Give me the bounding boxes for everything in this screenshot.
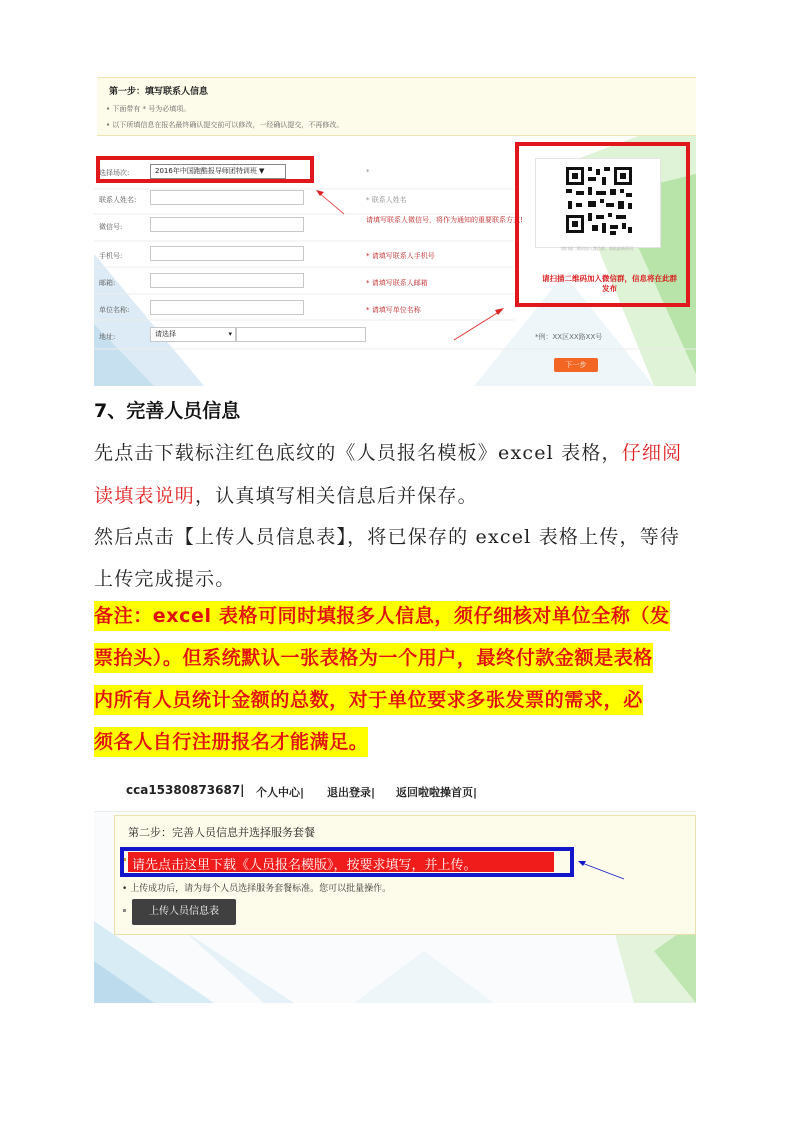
registration-form-screenshot xyxy=(94,74,696,386)
nav-link-logout[interactable]: 退出登录| xyxy=(327,786,376,799)
wechat-input[interactable] xyxy=(150,217,304,232)
section-heading: 7、完善人员信息 xyxy=(94,400,241,422)
field-label-company: 单位名称: xyxy=(99,306,130,314)
upload-button[interactable]: 上传人员信息表 xyxy=(132,899,236,925)
bullet-icon xyxy=(123,909,126,912)
address-input[interactable] xyxy=(236,327,366,342)
note-text: 须各人自行注册报名才能满足。 xyxy=(94,727,368,757)
field-hint: * 联系人姓名 xyxy=(366,196,407,204)
notice-line: • 以下所填信息在报名最终确认提交前可以修改，一经确认提交，不再修改。 xyxy=(106,121,344,129)
field-label-wechat: 微信号: xyxy=(99,223,123,231)
note-line xyxy=(94,681,702,719)
company-input[interactable] xyxy=(150,300,304,315)
address-select-value: 请选择 xyxy=(155,330,176,338)
paragraph-line: 上传完成提示。 xyxy=(94,568,236,590)
paragraph-line: 然后点击【上传人员信息表】，将已保存的 excel 表格上传，等待 xyxy=(94,526,681,548)
session-select[interactable]: 2016年中国跑酷报导师团特训班 ▼ xyxy=(150,164,286,179)
step-title: 第二步：完善人员信息并选择服务套餐 xyxy=(128,826,315,839)
field-hint: * xyxy=(366,168,370,176)
note-line xyxy=(94,639,702,677)
field-hint: * 请填写单位名称 xyxy=(366,306,421,314)
paragraph-red-text: 读填表说明 xyxy=(94,485,196,507)
field-hint: * 请填写联系人邮箱 xyxy=(366,279,428,287)
qr-notice: 请扫描二维码加入微信群，信息将在此群发布 xyxy=(542,274,677,293)
note-text: 备注：excel 表格可同时填报多人信息，须仔细核对单位全称（发 xyxy=(94,601,670,631)
email-input[interactable] xyxy=(150,273,304,288)
note-text: 内所有人员统计金额的总数，对于单位要求多张发票的需求，必 xyxy=(94,685,643,715)
step-title: 第一步：填写联系人信息 xyxy=(109,87,209,97)
paragraph-text: ，认真填写相关信息后并保存。 xyxy=(195,485,478,507)
field-hint: 请填写联系人微信号，将作为通知的重要联系方式! xyxy=(366,216,523,224)
note-text: 票抬头）。但系统默认一张表格为一个用户，最终付款金额是表格 xyxy=(94,643,653,673)
paragraph-line xyxy=(94,481,478,508)
upload-screenshot xyxy=(94,771,696,1003)
contact-name-input[interactable] xyxy=(150,190,304,205)
qr-caption: 请扫描二维码加入微信群，获取最新资讯 xyxy=(561,246,633,251)
paragraph-red-text: 仔细阅 xyxy=(621,442,683,464)
notice-line: • 下面带有 * 号为必填项。 xyxy=(106,105,191,113)
highlight-red-box xyxy=(96,156,314,183)
field-label-address: 地址: xyxy=(99,333,116,341)
highlighted-note xyxy=(94,597,702,765)
phone-input[interactable] xyxy=(150,246,304,261)
download-template-link[interactable]: 请先点击这里下载《人员报名模版》，按要求填写，并上传。 xyxy=(132,858,477,873)
highlight-blue-box xyxy=(120,847,574,877)
field-label-contact: 联系人姓名: xyxy=(99,196,137,204)
paragraph-text: 先点击下载标注红色底纹的《人员报名模板》excel 表格， xyxy=(94,442,622,464)
field-label-email: 邮箱: xyxy=(99,279,116,287)
username: cca15380873687| xyxy=(126,783,245,797)
upload-note: • 上传成功后，请为每个人员选择服务套餐标准。您可以批量操作。 xyxy=(122,884,392,894)
field-label-phone: 手机号: xyxy=(99,252,123,260)
address-select[interactable] xyxy=(150,327,236,342)
chevron-down-icon: ▾ xyxy=(228,330,232,338)
field-hint: * 请填写联系人手机号 xyxy=(366,252,435,260)
nav-link-home[interactable]: 返回啦啦操首页| xyxy=(396,786,478,799)
note-line xyxy=(94,597,702,635)
address-example: *例：XX区XX路XX号 xyxy=(535,333,603,341)
note-line xyxy=(94,723,702,761)
paragraph-line xyxy=(94,438,682,465)
field-label-session: 选择场次: xyxy=(99,169,130,177)
nav-link-personal-center[interactable]: 个人中心| xyxy=(256,786,305,799)
next-step-button[interactable]: 下一步 xyxy=(554,358,598,372)
